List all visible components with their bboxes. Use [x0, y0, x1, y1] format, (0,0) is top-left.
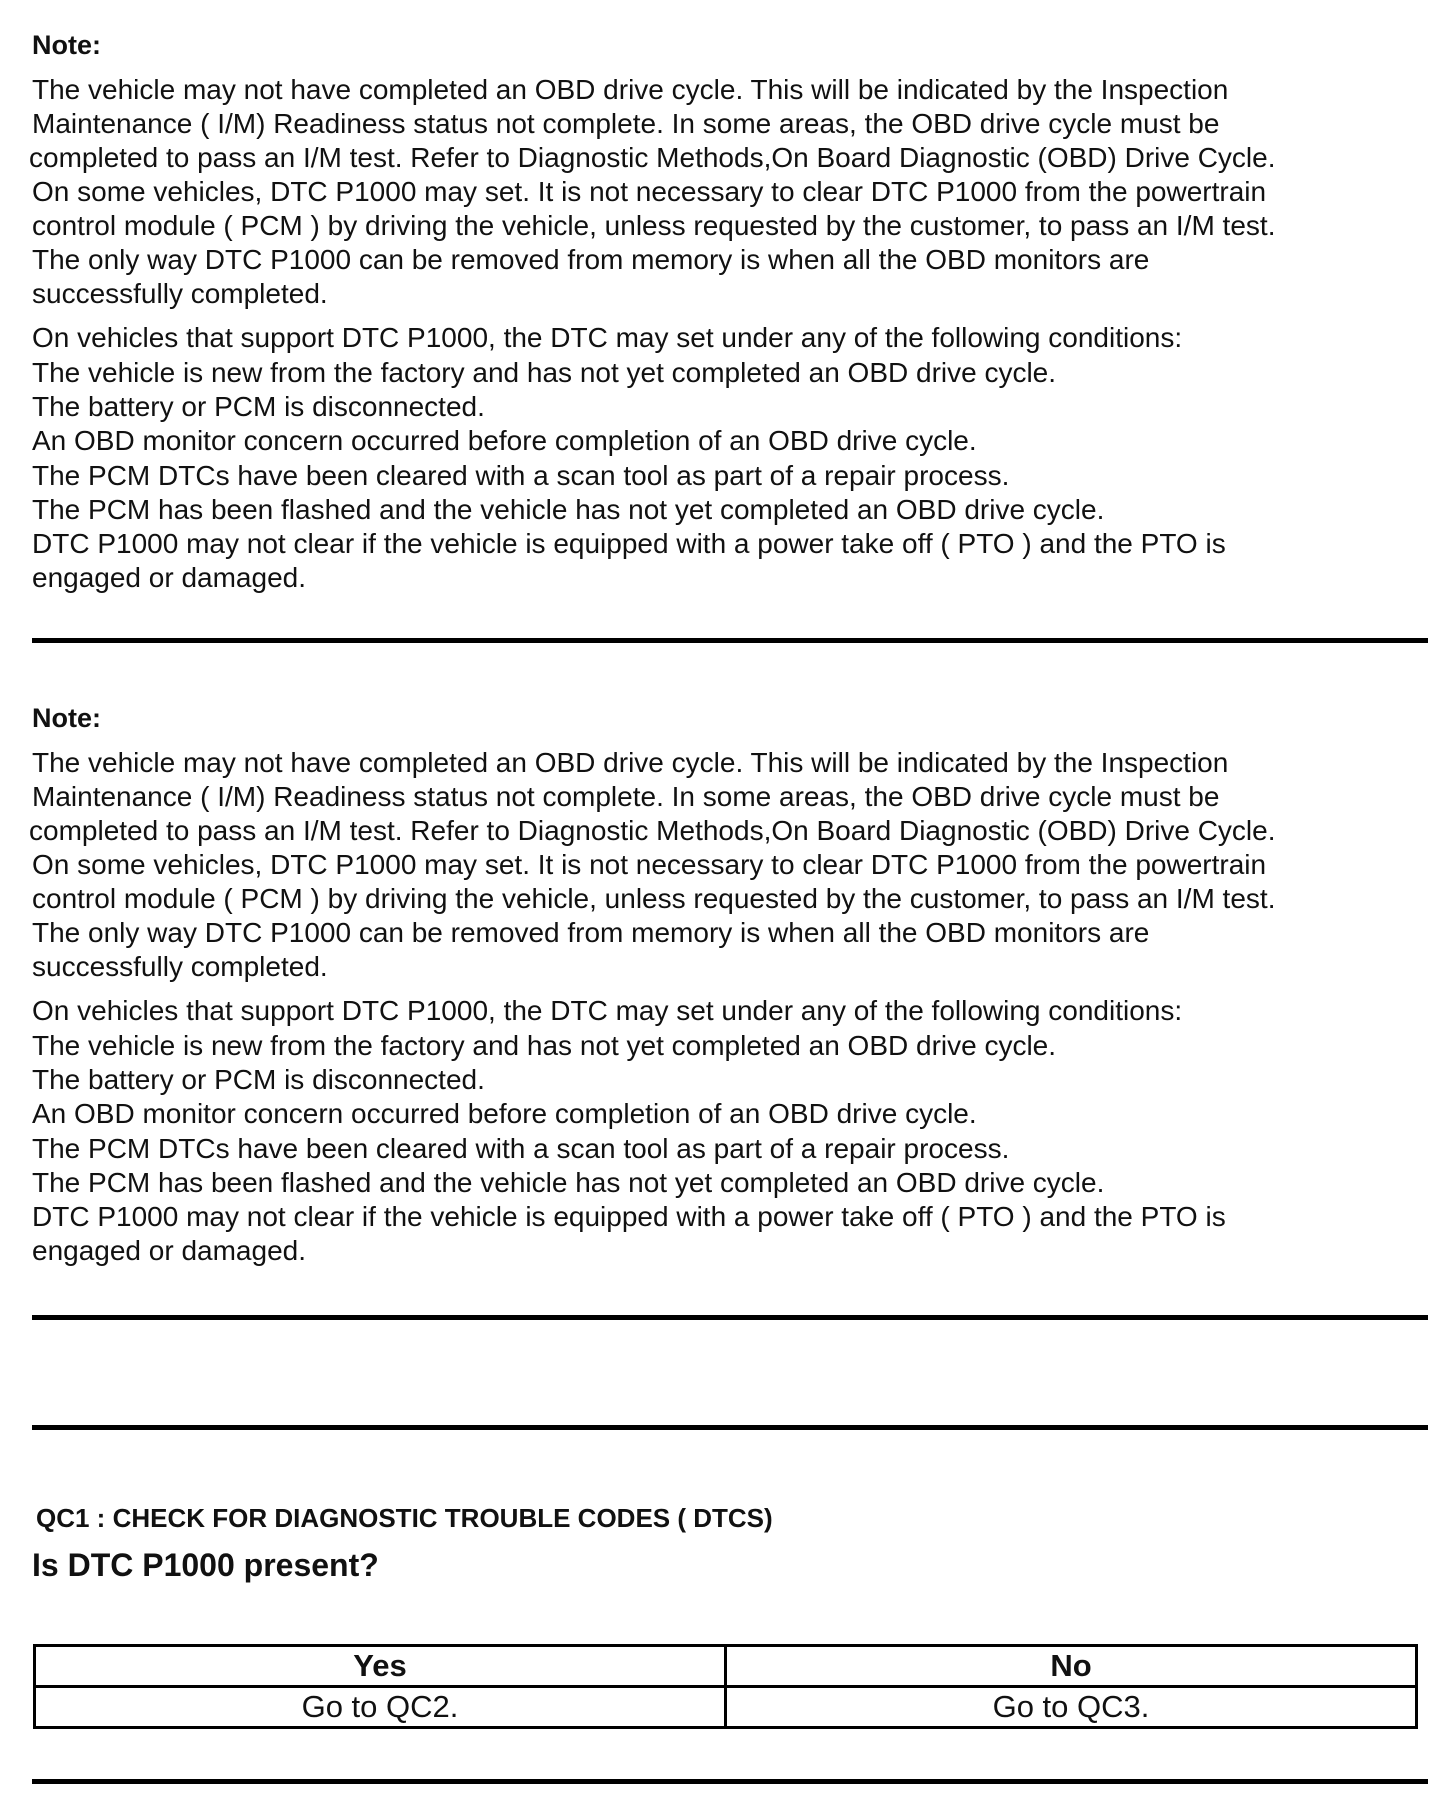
answer-table: [33, 1644, 1418, 1729]
note-label-1: Note:: [32, 30, 101, 60]
note-2-condition: The battery or PCM is disconnected.: [32, 1064, 485, 1095]
qc-heading: QC1 : CHECK FOR DIAGNOSTIC TROUBLE CODES ( DTCS): [36, 1503, 773, 1533]
answer-header-no: No: [726, 1646, 1417, 1687]
answer-cell-yes: Go to QC2.: [35, 1687, 726, 1728]
divider-rule: [32, 1425, 1428, 1430]
note-2-line: The only way DTC P1000 can be removed from memory is when all the OBD monitors are: [32, 917, 1150, 948]
note-1-condition: The vehicle is new from the factory and has not yet completed an OBD drive cycle.: [32, 357, 1057, 388]
note-1-line: On some vehicles, DTC P1000 may set. It is not necessary to clear DTC P1000 from the powertrain: [32, 176, 1267, 207]
note-2-condition: engaged or damaged.: [32, 1235, 306, 1266]
note-1-line: Maintenance ( I/M) Readiness status not complete. In some areas, the OBD drive cycle must be: [32, 108, 1220, 139]
note-1-line: completed to pass an I/M test. Refer to Diagnostic Methods,On Board Diagnostic (OBD) Drive Cycle.: [29, 142, 1276, 173]
answer-table-row: [35, 1687, 1417, 1728]
note-2-condition: An OBD monitor concern occurred before completion of an OBD drive cycle.: [32, 1098, 977, 1129]
note-1-condition: The PCM has been flashed and the vehicle has not yet completed an OBD drive cycle.: [32, 494, 1105, 525]
qc-question: Is DTC P1000 present?: [32, 1547, 379, 1583]
note-1-condition: On vehicles that support DTC P1000, the DTC may set under any of the following conditions:: [32, 322, 1183, 353]
note-label-2: Note:: [32, 703, 101, 733]
note-2-condition: On vehicles that support DTC P1000, the DTC may set under any of the following conditions:: [32, 995, 1183, 1026]
note-2-line: The vehicle may not have completed an OBD drive cycle. This will be indicated by the Inspection: [32, 747, 1229, 778]
divider-rule: [32, 1779, 1428, 1784]
answer-header-yes: Yes: [35, 1646, 726, 1687]
note-2-line: control module ( PCM ) by driving the vehicle, unless requested by the customer, to pass an I/M test.: [32, 883, 1276, 914]
note-1-condition: The battery or PCM is disconnected.: [32, 391, 485, 422]
note-2-line: successfully completed.: [32, 951, 328, 982]
divider-rule: [32, 638, 1428, 643]
note-1-condition: DTC P1000 may not clear if the vehicle is equipped with a power take off ( PTO ) and the PTO is: [32, 528, 1226, 559]
note-2-line: completed to pass an I/M test. Refer to Diagnostic Methods,On Board Diagnostic (OBD) Drive Cycle.: [29, 815, 1276, 846]
note-2-line: On some vehicles, DTC P1000 may set. It is not necessary to clear DTC P1000 from the powertrain: [32, 849, 1267, 880]
note-1-condition: The PCM DTCs have been cleared with a scan tool as part of a repair process.: [32, 460, 1010, 491]
note-1-condition: engaged or damaged.: [32, 562, 306, 593]
answer-cell-no: Go to QC3.: [726, 1687, 1417, 1728]
note-1-line: control module ( PCM ) by driving the vehicle, unless requested by the customer, to pass an I/M test.: [32, 210, 1276, 241]
note-1-line: The only way DTC P1000 can be removed from memory is when all the OBD monitors are: [32, 244, 1150, 275]
answer-table-header-row: [35, 1646, 1417, 1687]
note-1-line: successfully completed.: [32, 278, 328, 309]
note-2-condition: The PCM DTCs have been cleared with a scan tool as part of a repair process.: [32, 1133, 1010, 1164]
note-1-line: The vehicle may not have completed an OBD drive cycle. This will be indicated by the Inspection: [32, 74, 1229, 105]
note-2-condition: The PCM has been flashed and the vehicle has not yet completed an OBD drive cycle.: [32, 1167, 1105, 1198]
note-2-condition: DTC P1000 may not clear if the vehicle is equipped with a power take off ( PTO ) and the PTO is: [32, 1201, 1226, 1232]
divider-rule: [32, 1315, 1428, 1320]
note-1-condition: An OBD monitor concern occurred before completion of an OBD drive cycle.: [32, 425, 977, 456]
note-2-line: Maintenance ( I/M) Readiness status not complete. In some areas, the OBD drive cycle must be: [32, 781, 1220, 812]
note-2-condition: The vehicle is new from the factory and has not yet completed an OBD drive cycle.: [32, 1030, 1057, 1061]
